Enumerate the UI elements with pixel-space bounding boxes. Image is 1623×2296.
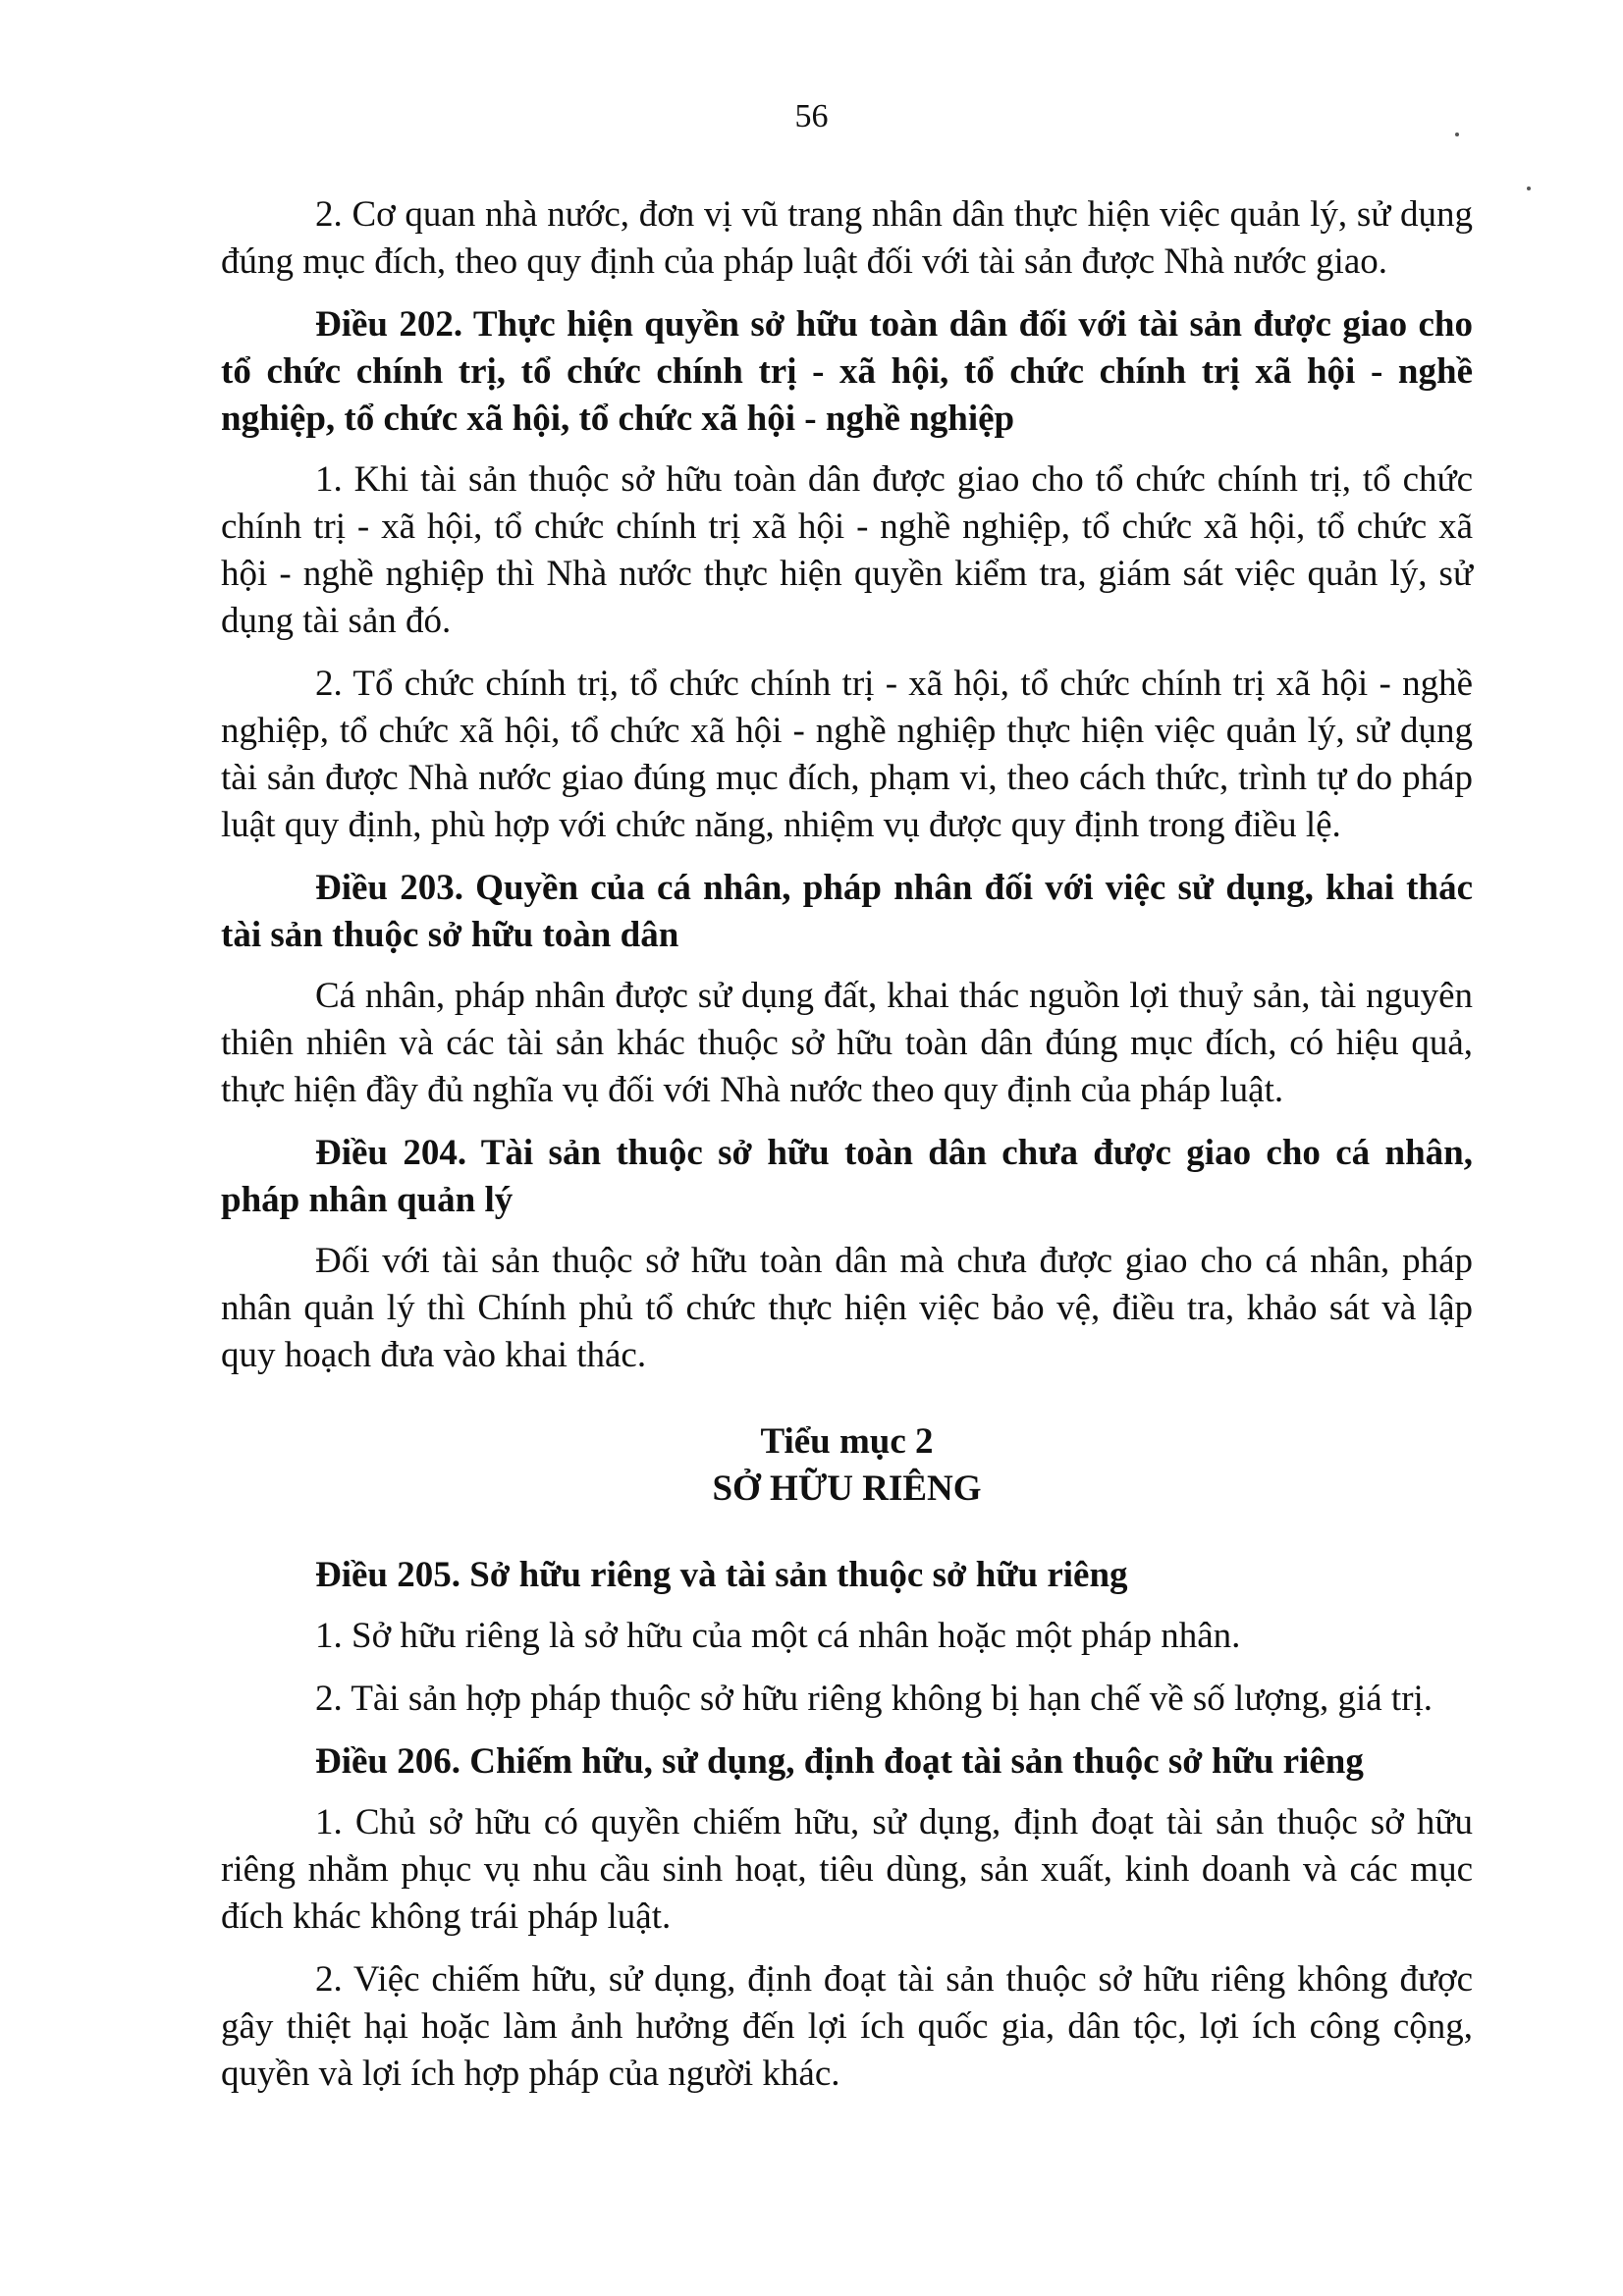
document-body: [221, 191, 1473, 2113]
article-202-heading: Điều 202. Thực hiện quyền sở hữu toàn dân đối với tài sản được giao cho tổ chức chính trị, tổ chức chính trị - xã hội, tổ chức chính trị xã hội - nghề nghiệp, tổ chức xã hội, tổ chức xã hội - nghề nghiệp: [221, 304, 1473, 439]
article-204-heading: Điều 204. Tài sản thuộc sở hữu toàn dân chưa được giao cho cá nhân, pháp nhân quản lý: [221, 1133, 1473, 1220]
paragraph-202-2: 2. Tổ chức chính trị, tổ chức chính trị - xã hội, tổ chức chính trị xã hội - nghề nghiệp, tổ chức xã hội, tổ chức xã hội - nghề nghiệp thực hiện việc quản lý, sử dụng tài sản được Nhà nước giao đúng mục đích, phạm vi, theo cách thức, trình tự do pháp luật quy định, phù hợp với chức năng, nhiệm vụ được quy định trong điều lệ.: [221, 664, 1473, 845]
page-number: 56: [794, 98, 829, 134]
scan-speck: [1455, 133, 1459, 136]
article-206-heading: Điều 206. Chiếm hữu, sử dụng, định đoạt tài sản thuộc sở hữu riêng: [315, 1741, 1364, 1782]
paragraph-202-1: 1. Khi tài sản thuộc sở hữu toàn dân được giao cho tổ chức chính trị, tổ chức chính trị - xã hội, tổ chức chính trị xã hội - nghề nghiệp, tổ chức xã hội, tổ chức xã hội - nghề nghiệp thì Nhà nước thực hiện quyền kiểm tra, giám sát việc quản lý, sử dụng tài sản đó.: [221, 459, 1473, 641]
paragraph-205-2: 2. Tài sản hợp pháp thuộc sở hữu riêng không bị hạn chế về số lượng, giá trị.: [315, 1679, 1434, 1719]
paragraph-206-2: 2. Việc chiếm hữu, sử dụng, định đoạt tài sản thuộc sở hữu riêng không được gây thiệt hại hoặc làm ảnh hưởng đến lợi ích quốc gia, dân tộc, lợi ích công cộng, quyền và lợi ích hợp pháp của người khác.: [221, 1959, 1473, 2094]
paragraph-205-1: 1. Sở hữu riêng là sở hữu của một cá nhân hoặc một pháp nhân.: [315, 1616, 1241, 1656]
scan-speck: [1527, 187, 1531, 190]
subsection-heading: SỞ HỮU RIÊNG: [712, 1468, 982, 1509]
paragraph-203: Cá nhân, pháp nhân được sử dụng đất, khai thác nguồn lợi thuỷ sản, tài nguyên thiên nhiên và các tài sản khác thuộc sở hữu toàn dân đúng mục đích, có hiệu quả, thực hiện đầy đủ nghĩa vụ đối với Nhà nước theo quy định của pháp luật.: [221, 976, 1473, 1110]
article-205-heading: Điều 205. Sở hữu riêng và tài sản thuộc sở hữu riêng: [315, 1555, 1128, 1595]
paragraph-204: Đối với tài sản thuộc sở hữu toàn dân mà chưa được giao cho cá nhân, pháp nhân quản lý thì Chính phủ tổ chức thực hiện việc bảo vệ, điều tra, khảo sát và lập quy hoạch đưa vào khai thác.: [221, 1241, 1473, 1375]
paragraph-201-2: 2. Cơ quan nhà nước, đơn vị vũ trang nhân dân thực hiện việc quản lý, sử dụng đúng mục đích, theo quy định của pháp luật đối với tài sản được Nhà nước giao.: [221, 194, 1473, 282]
paragraph-206-1: 1. Chủ sở hữu có quyền chiếm hữu, sử dụng, định đoạt tài sản thuộc sở hữu riêng nhằm phục vụ nhu cầu sinh hoạt, tiêu dùng, sản xuất, kinh doanh và các mục đích khác không trái pháp luật.: [221, 1802, 1473, 1937]
subsection-title: Tiểu mục 2: [760, 1421, 934, 1462]
article-203-heading: Điều 203. Quyền của cá nhân, pháp nhân đối với việc sử dụng, khai thác tài sản thuộc sở hữu toàn dân: [221, 868, 1473, 955]
